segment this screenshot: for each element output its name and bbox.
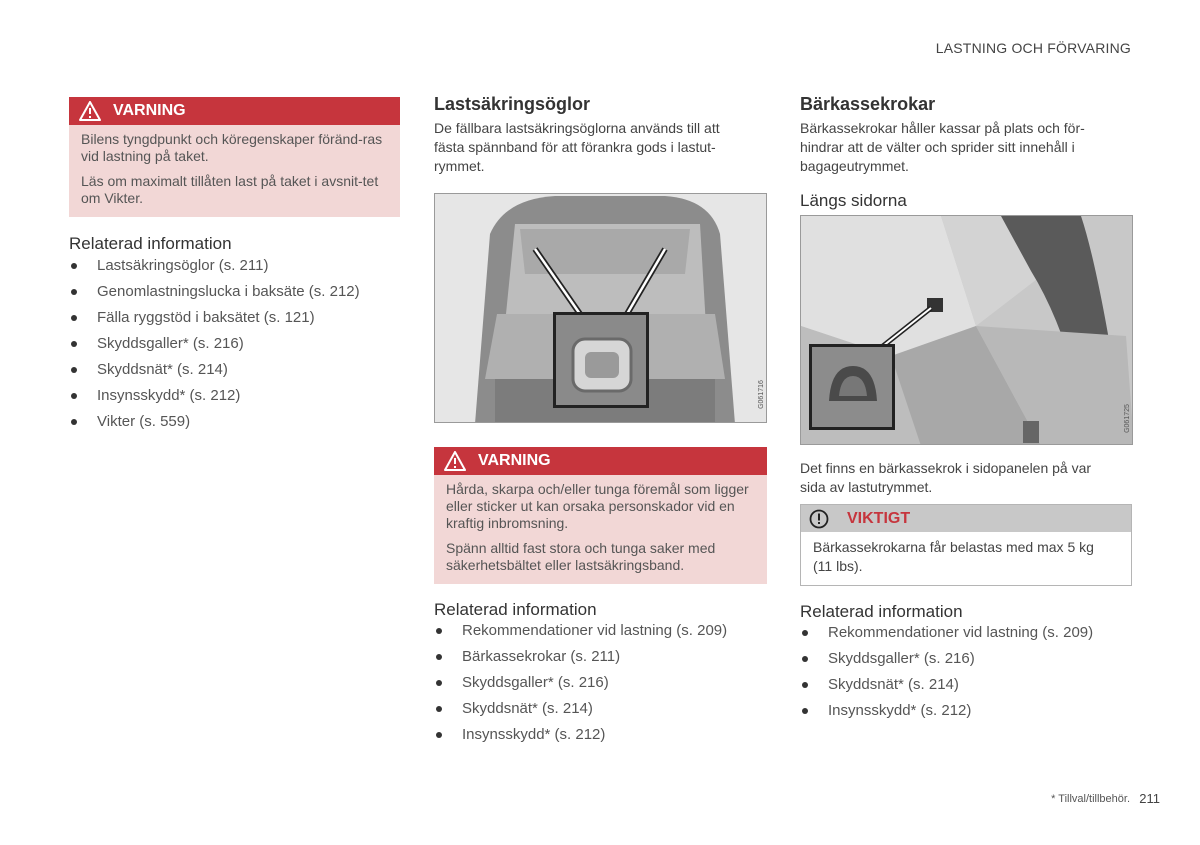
column-middle: [434, 94, 767, 743]
important-box: [800, 504, 1132, 586]
section-heading: Bärkassekrokar: [800, 94, 936, 114]
important-text: (11 lbs).: [813, 558, 863, 574]
bag-hook-figure: [800, 215, 1133, 445]
related-link[interactable]: Genomlastningslucka i baksäte (s. 212): [69, 282, 400, 308]
related-link[interactable]: Skyddsnät* (s. 214): [434, 699, 767, 725]
related-link[interactable]: Vikter (s. 559): [69, 412, 400, 438]
important-title: VIKTIGT: [847, 509, 911, 527]
warning-text: Spänn alltid fast stora och tunga saker med säkerhetsbältet eller lastsäkringsband.: [446, 540, 716, 573]
related-title: Relaterad information: [69, 234, 232, 253]
related-link[interactable]: Rekommendationer vid lastning (s. 209): [434, 621, 767, 647]
intro-text: [800, 119, 1133, 176]
related-link[interactable]: Bärkassekrokar (s. 211): [434, 647, 767, 673]
related-title: Relaterad information: [434, 600, 597, 619]
related-list: [434, 621, 767, 751]
warning-text: Läs om maximalt tillåten last på taket i avsnit-tet om Vikter.: [81, 173, 379, 206]
warning-body: [69, 125, 400, 217]
warning-triangle-icon: [79, 101, 101, 121]
cargo-eyelet-figure: [434, 193, 767, 423]
related-link[interactable]: Insynsskydd* (s. 212): [69, 386, 400, 412]
intro-line: hindrar att de välter och sprider sitt innehåll i: [800, 139, 1075, 155]
related-link[interactable]: Skyddsgaller* (s. 216): [434, 673, 767, 699]
intro-line: Bärkassekrokar håller kassar på plats och för-: [800, 120, 1085, 136]
caption-line: Det finns en bärkassekrok i sidopanelen på var: [800, 460, 1092, 476]
warning-title: VARNING: [113, 102, 186, 119]
warning-box: [434, 447, 767, 584]
section-title: LASTNING OCH FÖRVARING: [935, 40, 1131, 56]
related-link[interactable]: Fälla ryggstöd i baksätet (s. 121): [69, 308, 400, 334]
page-number: 211: [1139, 791, 1160, 806]
warning-header: [434, 447, 767, 475]
warning-text: Hårda, skarpa och/eller tunga föremål som ligger eller sticker ut kan orsaka personskador vid en kraftig inbromsning.: [446, 481, 749, 531]
related-list: [69, 256, 400, 438]
warning-title: VARNING: [478, 452, 551, 469]
figure-caption: [800, 459, 1133, 497]
caption-line: sida av lastutrymmet.: [800, 479, 933, 495]
related-section: [434, 600, 767, 751]
related-link[interactable]: Skyddsnät* (s. 214): [800, 675, 1133, 701]
important-body: [800, 532, 1132, 586]
section-heading: Lastsäkringsöglor: [434, 94, 591, 114]
cargo-area-illustration: [435, 194, 767, 423]
related-title: Relaterad information: [800, 602, 963, 621]
intro-line: rymmet.: [434, 158, 485, 174]
figure-code: G061716: [758, 380, 766, 409]
related-link[interactable]: Lastsäkringsöglor (s. 211): [69, 256, 400, 282]
side-panel-illustration: [801, 216, 1133, 445]
figure-code: G061725: [1124, 404, 1132, 433]
related-link[interactable]: Skyddsgaller* (s. 216): [69, 334, 400, 360]
related-section: [800, 602, 1133, 727]
related-link[interactable]: Insynsskydd* (s. 212): [800, 701, 1133, 727]
intro-text: [434, 119, 767, 176]
intro-line: De fällbara lastsäkringsöglorna används till att: [434, 120, 720, 136]
column-left: [69, 97, 400, 438]
important-text: Bärkassekrokarna får belastas med max 5 kg: [813, 539, 1094, 555]
intro-line: fästa spännband för att förankra gods i lastut-: [434, 139, 716, 155]
intro-line: bagageutrymmet.: [800, 158, 909, 174]
important-header: [800, 504, 1132, 532]
subheading: Längs sidorna: [800, 191, 907, 210]
warning-triangle-icon: [444, 451, 466, 471]
related-list: [800, 623, 1133, 727]
exclamation-circle-icon: [809, 509, 829, 529]
warning-text: Bilens tyngdpunkt och köregenskaper föränd-ras vid lastning på taket.: [81, 131, 383, 164]
warning-header: [69, 97, 400, 125]
column-right: [800, 94, 1133, 719]
related-link[interactable]: Insynsskydd* (s. 212): [434, 725, 767, 751]
related-link[interactable]: Rekommendationer vid lastning (s. 209): [800, 623, 1133, 649]
footer-note: * Tillval/tillbehör.: [1051, 793, 1130, 805]
related-link[interactable]: Skyddsnät* (s. 214): [69, 360, 400, 386]
related-link[interactable]: Skyddsgaller* (s. 216): [800, 649, 1133, 675]
warning-body: [434, 475, 767, 584]
